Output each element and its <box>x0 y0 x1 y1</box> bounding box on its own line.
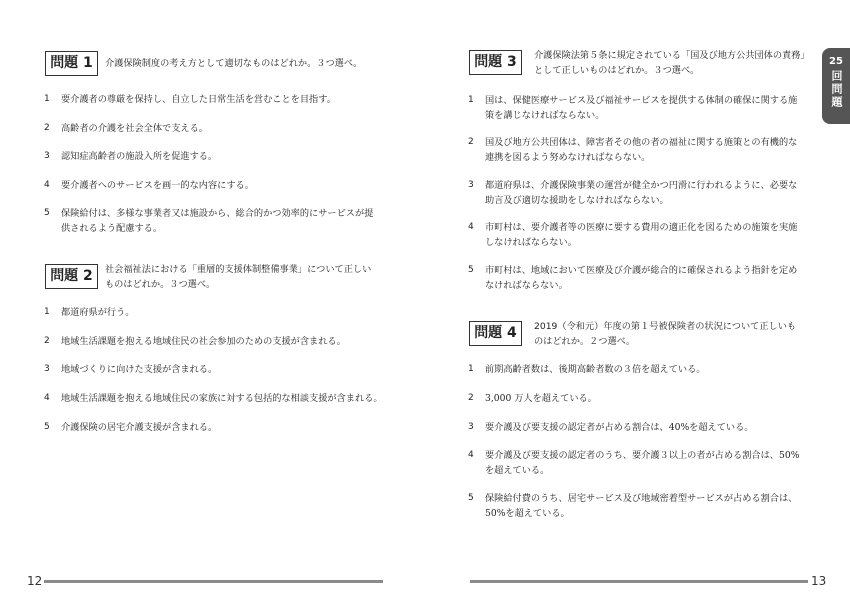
chapter-tab-number: 25 <box>829 56 843 67</box>
option-number: 1 <box>468 95 474 105</box>
option-text <box>485 135 825 165</box>
option-number: 1 <box>44 94 50 104</box>
option-text-line: しなければならない。 <box>485 237 577 248</box>
question-1-label: 問題 1 <box>45 51 98 76</box>
option-text-line: 連携を図るよう努めなければならない。 <box>485 152 651 163</box>
option-text: 要介護者へのサービスを画一的な内容にする。 <box>61 180 254 191</box>
option-text <box>485 220 825 250</box>
option-text <box>485 491 825 521</box>
option-text <box>485 178 825 208</box>
option-text: 地域生活課題を抱える地域住民の家族に対する包括的な相談支援が含まれる。 <box>61 393 383 404</box>
option-text: 要介護者の尊厳を保持し、自立した日常生活を営むことを目指す。 <box>61 94 336 105</box>
option-number: 2 <box>44 336 50 346</box>
option-text-line: 国は、保健医療サービス及び福祉サービスを提供する体制の確保に関する施 <box>485 95 798 106</box>
question-3-prompt-line: として正しいものはどれか。３つ選べ。 <box>534 65 700 76</box>
option-text-line: 保険給付費のうち、居宅サービス及び地域密着型サービスが占める割合は、 <box>485 493 798 504</box>
option-text <box>485 263 825 293</box>
option-number: 3 <box>44 151 50 161</box>
option-text-line: 要介護及び要支援の認定者のうち、要介護３以上の者が占める割合は、50% <box>485 450 800 461</box>
option-text-line: 国及び地方公共団体は、障害者その他の者の福祉に関する施策との有機的な <box>485 137 798 148</box>
question-3-label: 問題 3 <box>469 50 522 75</box>
option-text <box>61 206 411 236</box>
question-4-prompt-line: 2019（令和元）年度の第１号被保険者の状況について正しいも <box>534 321 797 332</box>
option-text: 介護保険の居宅介護支援が含まれる。 <box>61 422 218 433</box>
option-number: 4 <box>44 393 50 403</box>
option-number: 3 <box>468 422 474 432</box>
option-number: 1 <box>44 307 50 317</box>
option-text-line: 市町村は、地域において医療及び介護が総合的に確保されるよう指針を定め <box>485 265 798 276</box>
option-text: 3,000 万人を超えている。 <box>485 393 597 404</box>
option-text-line: 供されるよう配慮する。 <box>61 223 163 234</box>
option-text-line: 保険給付は、多様な事業者又は施設から、総合的かつ効率的にサービスが提 <box>61 208 374 219</box>
option-number: 4 <box>44 180 50 190</box>
option-number: 5 <box>468 493 474 503</box>
option-text-line: を超えている。 <box>485 465 550 476</box>
chapter-tab <box>822 48 850 124</box>
option-text-line: 策を講じなければならない。 <box>485 110 605 121</box>
option-text: 要介護及び要支援の認定者が占める割合は、40%を超えている。 <box>485 422 754 433</box>
question-1-prompt <box>105 56 362 71</box>
question-2-prompt-line: ものはどれか。３つ選べ。 <box>105 279 216 290</box>
option-text-line: 都道府県は、介護保険事業の運営が健全かつ円滑に行われるように、必要な <box>485 180 798 191</box>
page-number: 13 <box>811 574 827 588</box>
option-text-line: 50%を超えている。 <box>485 508 570 519</box>
option-number: 1 <box>468 364 474 374</box>
option-number: 3 <box>468 180 474 190</box>
option-text: 前期高齢者数は、後期高齢者数の３倍を超えている。 <box>485 364 706 375</box>
option-number: 2 <box>44 123 50 133</box>
question-4-label: 問題 4 <box>469 321 522 346</box>
footer-rule <box>44 580 383 583</box>
option-number: 5 <box>468 265 474 275</box>
option-text: 高齢者の介護を社会全体で支える。 <box>61 123 208 134</box>
right-page <box>425 0 850 602</box>
option-number: 5 <box>44 208 50 218</box>
option-number: 2 <box>468 137 474 147</box>
chapter-tab-label: 回問題 <box>830 70 843 109</box>
question-3-prompt-line: 介護保険法第５条に規定されている「国及び地方公共団体の責務」 <box>534 50 810 61</box>
question-1-prompt-line: 介護保険制度の考え方として適切なものはどれか。３つ選べ。 <box>105 58 363 69</box>
option-number: 4 <box>468 222 474 232</box>
question-3-prompt <box>534 48 810 78</box>
question-2-prompt-line: 社会福祉法における「重層的支援体制整備事業」について正しい <box>105 264 372 275</box>
option-text: 地域づくりに向けた支援が含まれる。 <box>61 364 218 375</box>
option-number: 5 <box>44 422 50 432</box>
option-number: 4 <box>468 450 474 460</box>
question-2-label: 問題 2 <box>45 264 98 289</box>
footer-rule <box>470 580 808 583</box>
option-text: 認知症高齢者の施設入所を促進する。 <box>61 151 218 162</box>
question-4-prompt <box>534 319 796 349</box>
option-text: 地域生活課題を抱える地域住民の社会参加のための支援が含まれる。 <box>61 336 346 347</box>
question-2-prompt <box>105 262 371 292</box>
question-4-prompt-line: のはどれか。２つ選べ。 <box>534 336 636 347</box>
option-text <box>485 93 825 123</box>
option-number: 2 <box>468 393 474 403</box>
option-text <box>485 448 825 478</box>
option-text-line: 助言及び適切な援助をしなければならない。 <box>485 195 669 206</box>
option-text-line: 市町村は、要介護者等の医療に要する費用の適正化を図るための施策を実施 <box>485 222 798 233</box>
option-text-line: なければならない。 <box>485 280 568 291</box>
option-number: 3 <box>44 364 50 374</box>
option-text: 都道府県が行う。 <box>61 307 135 318</box>
page-number: 12 <box>27 574 43 588</box>
